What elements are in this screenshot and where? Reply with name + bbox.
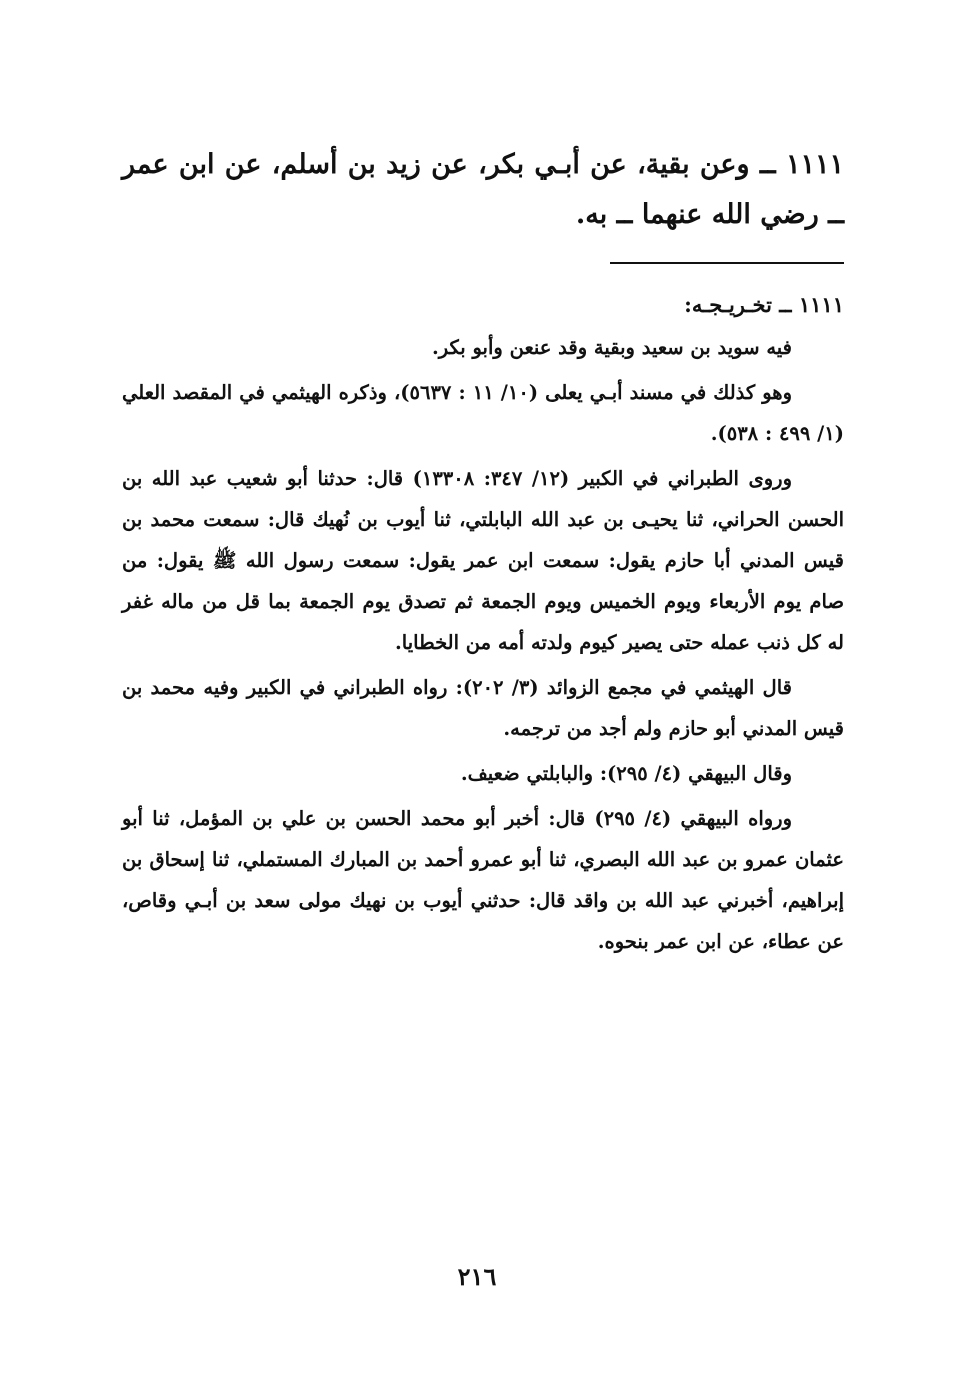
footnote-paragraph: ورواه البيهقي (٤/ ٢٩٥) قال: أخبر أبو محمد الحسن بن علي بن المؤمل، ثنا أبو عثمان عمرو بن عبد الله البصري، ثنا أبو عمرو أحمد بن المبارك المستملي، ثنا إسحاق بن إبراهيم، أخبرني عبد الله بن واقد قال: حدثني أيوب بن نهيك مولى سعد بن أبـي وقاص، عن عطاء، عن ابن عمر بنحوه. xyxy=(122,807,844,953)
footnote-paragraph: وهو كذلك في مسند أبـي يعلى (١٠/ ١١ : ٥٦٣٧)، وذكره الهيثمي في المقصد العلي (١/ ٤٩٩ : ٥٣٨). xyxy=(122,381,844,445)
page-number: ٢١٦ xyxy=(457,1262,497,1291)
footnote-heading: ١١١١ ــ تخـريـجـه: xyxy=(684,292,844,317)
footnotes xyxy=(122,284,844,962)
footnote-divider xyxy=(610,262,844,264)
footnote-paragraph: فيه سويد بن سعيد وبقية وقد عنعن وأبو بكر. xyxy=(431,336,792,359)
footnote-paragraph: قال الهيثمي في مجمع الزوائد (٣/ ٢٠٢): رواه الطبراني في الكبير وفيه محمد بن قيس المدني أبو حازم ولم أجد من ترجمه. xyxy=(122,676,844,740)
footnote-paragraph: وروى الطبراني في الكبير (١٢/ ٣٤٧: ١٣٣٠٨) قال: حدثنا أبو شعيب عبد الله بن الحسن الحراني، ثنا يحيـى بن عبد الله البابلتي، ثنا أيوب بن نُهيك قال: سمعت محمد بن قيس المدني أبا حازم يقول: سمعت ابن عمر يقول: سمعت رسول الله ﷺ يقول: من صام يوم الأربعاء ويوم الخميس ويوم الجمعة ثم تصدق يوم الجمعة بما قل من ماله غفر له كل ذنب عمله حتى يصير كيوم ولدته أمه من الخطايا. xyxy=(122,467,844,654)
main-text xyxy=(122,140,844,240)
footnote-paragraph: وقال البيهقي (٤/ ٢٩٥): والبابلتي ضعيف. xyxy=(460,762,792,785)
hadith-paragraph: ١١١١ ــ وعن بقية، عن أبـي بكر، عن زيد بن أسلم، عن ابن عمر ــ رضي الله عنهما ــ به. xyxy=(122,149,844,230)
